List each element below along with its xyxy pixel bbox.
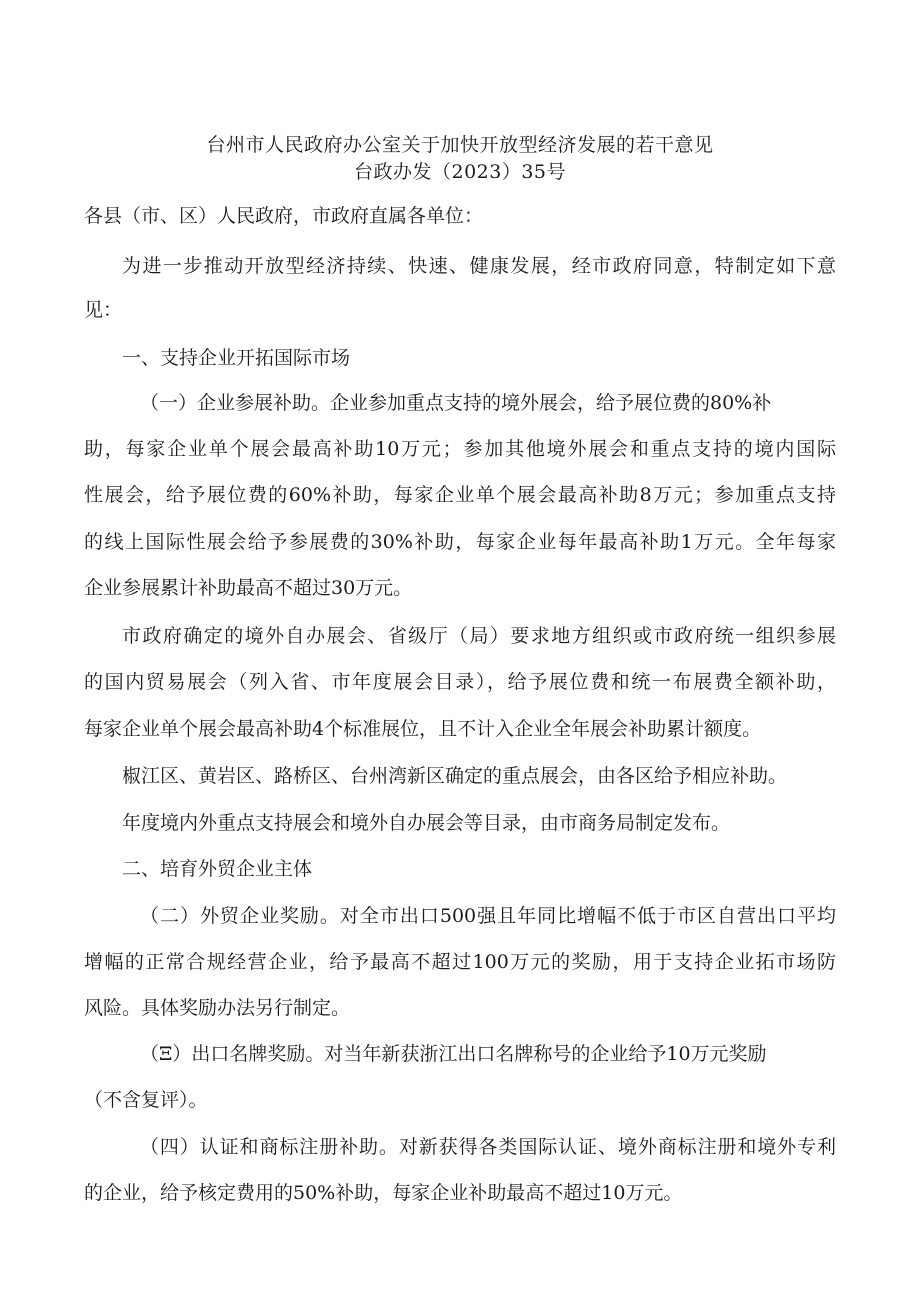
para-2-line-2: 的国内贸易展会（列入省、市年度展会目录），给予展位费和统一布展费全额补助， — [84, 671, 836, 693]
section-heading-1: 一、支持企业开拓国际市场 — [122, 347, 351, 369]
para-2-line-3: 每家企业单个展会最高补助4个标准展位，且不计入企业全年展会补助累计额度。 — [84, 718, 762, 740]
item-1-line-1: （一）企业参展补助。企业参加重点支持的境外展会，给予展位费的80%补 — [140, 392, 772, 414]
item-2-line-3: 风险。具体奖励办法另行制定。 — [84, 997, 351, 1019]
item-3-line-1: （Ξ）出口名牌奖励。对当年新获浙江出口名牌称号的企业给予10万元奖励 — [140, 1043, 767, 1065]
item-4-line-1: （四）认证和商标注册补助。对新获得各类国际认证、境外商标注册和境外专利 — [140, 1136, 836, 1158]
item-1-line-3: 性展会，给予展位费的60%补助，每家企业单个展会最高补助8万元；参加重点支持 — [84, 484, 836, 506]
para-4: 年度境内外重点支持展会和境外自办展会等目录，由市商务局制定发布。 — [122, 812, 731, 834]
doc-number: 台政办发（2023）35号 — [353, 161, 567, 183]
item-1-line-5: 企业参展累计补助最高不超过30万元。 — [84, 577, 413, 599]
item-2-line-2: 增幅的正常合规经营企业，给予最高不超过100万元的奖励，用于支持企业拓市场防 — [84, 951, 836, 973]
item-2-line-1: （二）外贸企业奖励。对全市出口500强且年同比增幅不低于市区自营出口平均 — [140, 905, 836, 927]
intro-line-2: 见： — [84, 299, 123, 321]
intro-line-1: 为进一步推动开放型经济持续、快速、健康发展，经市政府同意，特制定如下意 — [122, 255, 836, 277]
item-4-line-2: 的企业，给予核定费用的50%补助，每家企业补助最高不超过10万元。 — [84, 1182, 683, 1204]
para-2-line-1: 市政府确定的境外自办展会、省级厅（局）要求地方组织或市政府统一组织参展 — [122, 625, 836, 647]
item-3-line-2: （不含复评）。 — [84, 1089, 208, 1111]
item-1-line-2: 助，每家企业单个展会最高补助10万元；参加其他境外展会和重点支持的境内国际 — [84, 438, 836, 460]
para-3: 椒江区、黄岩区、路桥区、台州湾新区确定的重点展会，由各区给予相应补助。 — [122, 765, 788, 787]
page-title: 台州市人民政府办公室关于加快开放型经济发展的若干意见 — [206, 134, 714, 156]
salutation: 各县（市、区）人民政府，市政府直属各单位： — [84, 205, 484, 227]
section-heading-2: 二、培育外贸企业主体 — [122, 858, 313, 880]
item-1-line-4: 的线上国际性展会给予参展费的30%补助，每家企业每年最高补助1万元。全年每家 — [84, 531, 836, 553]
